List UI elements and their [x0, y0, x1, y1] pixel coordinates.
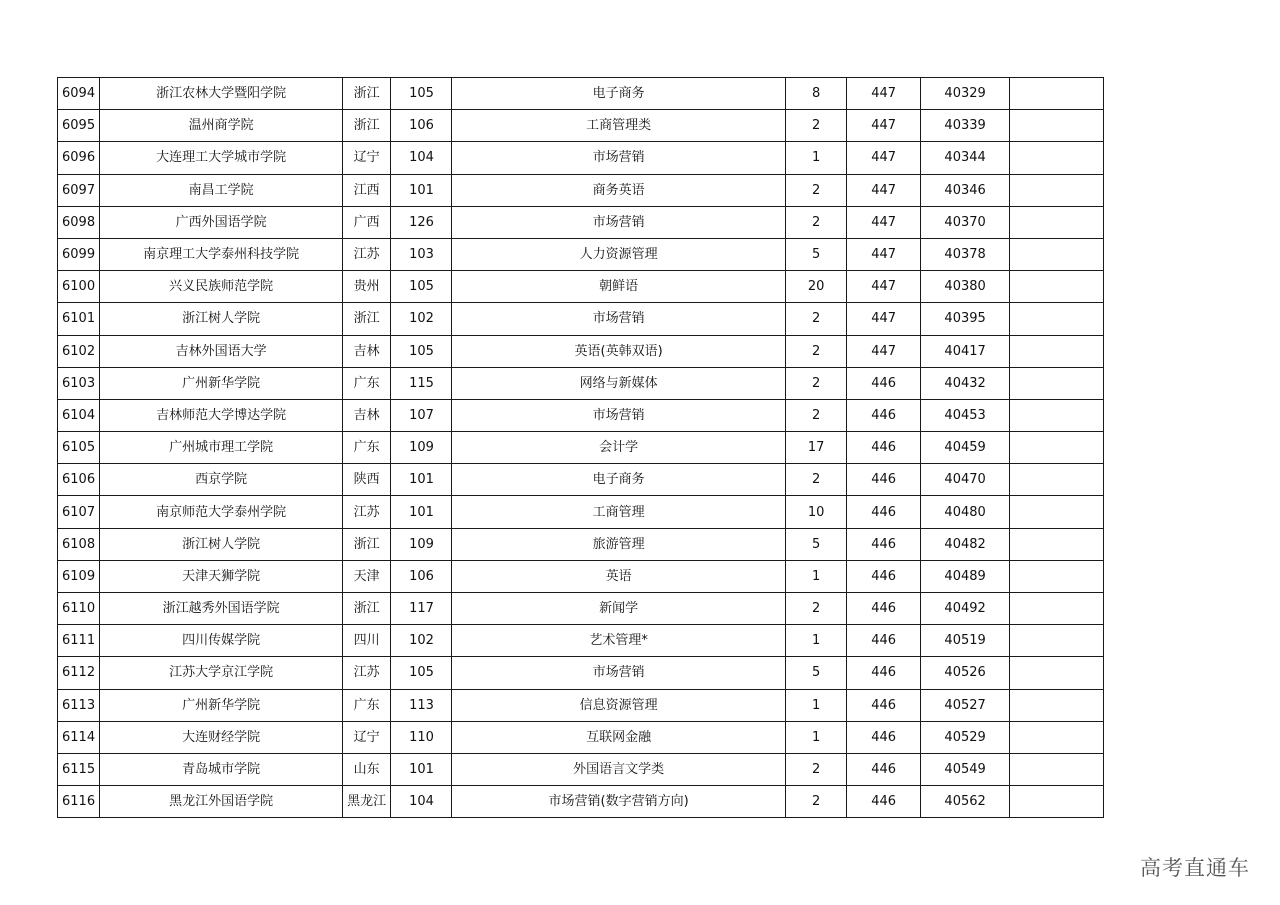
plan-count-cell: 10: [786, 496, 847, 528]
plan-count-cell: 2: [786, 110, 847, 142]
province-cell: 吉林: [343, 335, 391, 367]
note-cell: [1010, 560, 1104, 592]
plan-count-cell: 2: [786, 367, 847, 399]
table-row: [58, 657, 1104, 689]
plan-count-cell: 2: [786, 593, 847, 625]
plan-count-cell: 17: [786, 432, 847, 464]
seq-cell: 6102: [58, 335, 100, 367]
major-cell: 会计学: [452, 432, 786, 464]
seq-cell: 6110: [58, 593, 100, 625]
major-code-cell: 109: [391, 528, 452, 560]
plan-count-cell: 2: [786, 786, 847, 818]
min-rank-cell: 40329: [921, 78, 1010, 110]
province-cell: 江苏: [343, 496, 391, 528]
table-row: [58, 689, 1104, 721]
major-code-cell: 110: [391, 721, 452, 753]
school-cell: 江苏大学京江学院: [100, 657, 343, 689]
province-cell: 浙江: [343, 78, 391, 110]
seq-cell: 6108: [58, 528, 100, 560]
major-code-cell: 101: [391, 464, 452, 496]
seq-cell: 6097: [58, 174, 100, 206]
seq-cell: 6111: [58, 625, 100, 657]
table-row: [58, 528, 1104, 560]
province-cell: 江西: [343, 174, 391, 206]
school-cell: 广州新华学院: [100, 689, 343, 721]
major-code-cell: 102: [391, 303, 452, 335]
major-code-cell: 115: [391, 367, 452, 399]
note-cell: [1010, 432, 1104, 464]
school-cell: 南昌工学院: [100, 174, 343, 206]
note-cell: [1010, 625, 1104, 657]
seq-cell: 6114: [58, 721, 100, 753]
major-cell: 市场营销: [452, 399, 786, 431]
major-cell: 电子商务: [452, 464, 786, 496]
min-rank-cell: 40395: [921, 303, 1010, 335]
min-rank-cell: 40470: [921, 464, 1010, 496]
school-cell: 南京理工大学泰州科技学院: [100, 238, 343, 270]
note-cell: [1010, 271, 1104, 303]
major-code-cell: 109: [391, 432, 452, 464]
seq-cell: 6096: [58, 142, 100, 174]
min-rank-cell: 40492: [921, 593, 1010, 625]
min-score-cell: 446: [847, 689, 921, 721]
province-cell: 江苏: [343, 657, 391, 689]
school-cell: 兴义民族师范学院: [100, 271, 343, 303]
major-cell: 市场营销(数字营销方向): [452, 786, 786, 818]
plan-count-cell: 2: [786, 174, 847, 206]
major-code-cell: 105: [391, 271, 452, 303]
min-rank-cell: 40453: [921, 399, 1010, 431]
min-score-cell: 447: [847, 303, 921, 335]
major-cell: 市场营销: [452, 303, 786, 335]
school-cell: 大连财经学院: [100, 721, 343, 753]
note-cell: [1010, 303, 1104, 335]
plan-count-cell: 2: [786, 399, 847, 431]
min-score-cell: 447: [847, 78, 921, 110]
table-row: [58, 464, 1104, 496]
min-score-cell: 447: [847, 335, 921, 367]
table-row: [58, 303, 1104, 335]
min-score-cell: 447: [847, 142, 921, 174]
major-code-cell: 101: [391, 753, 452, 785]
note-cell: [1010, 657, 1104, 689]
min-score-cell: 446: [847, 367, 921, 399]
province-cell: 浙江: [343, 593, 391, 625]
table-row: [58, 399, 1104, 431]
plan-count-cell: 2: [786, 335, 847, 367]
min-score-cell: 446: [847, 786, 921, 818]
major-code-cell: 105: [391, 78, 452, 110]
seq-cell: 6099: [58, 238, 100, 270]
major-cell: 人力资源管理: [452, 238, 786, 270]
min-score-cell: 446: [847, 432, 921, 464]
seq-cell: 6115: [58, 753, 100, 785]
table-row: [58, 593, 1104, 625]
plan-count-cell: 2: [786, 303, 847, 335]
seq-cell: 6109: [58, 560, 100, 592]
province-cell: 江苏: [343, 238, 391, 270]
note-cell: [1010, 335, 1104, 367]
note-cell: [1010, 206, 1104, 238]
min-score-cell: 447: [847, 271, 921, 303]
note-cell: [1010, 238, 1104, 270]
plan-count-cell: 1: [786, 625, 847, 657]
seq-cell: 6106: [58, 464, 100, 496]
min-rank-cell: 40526: [921, 657, 1010, 689]
table-row: [58, 786, 1104, 818]
note-cell: [1010, 786, 1104, 818]
min-rank-cell: 40529: [921, 721, 1010, 753]
major-code-cell: 104: [391, 786, 452, 818]
plan-count-cell: 2: [786, 753, 847, 785]
min-score-cell: 447: [847, 174, 921, 206]
table-row: [58, 110, 1104, 142]
note-cell: [1010, 78, 1104, 110]
school-cell: 广州城市理工学院: [100, 432, 343, 464]
province-cell: 广东: [343, 689, 391, 721]
min-rank-cell: 40527: [921, 689, 1010, 721]
major-code-cell: 105: [391, 335, 452, 367]
min-rank-cell: 40378: [921, 238, 1010, 270]
province-cell: 山东: [343, 753, 391, 785]
major-code-cell: 107: [391, 399, 452, 431]
seq-cell: 6107: [58, 496, 100, 528]
major-cell: 信息资源管理: [452, 689, 786, 721]
major-cell: 市场营销: [452, 657, 786, 689]
min-rank-cell: 40344: [921, 142, 1010, 174]
watermark: 高考直通车: [1140, 856, 1250, 880]
note-cell: [1010, 110, 1104, 142]
province-cell: 辽宁: [343, 721, 391, 753]
plan-count-cell: 2: [786, 464, 847, 496]
table-row: [58, 753, 1104, 785]
seq-cell: 6095: [58, 110, 100, 142]
school-cell: 浙江树人学院: [100, 528, 343, 560]
province-cell: 浙江: [343, 303, 391, 335]
min-rank-cell: 40417: [921, 335, 1010, 367]
plan-count-cell: 8: [786, 78, 847, 110]
min-score-cell: 447: [847, 206, 921, 238]
seq-cell: 6116: [58, 786, 100, 818]
table-row: [58, 206, 1104, 238]
major-code-cell: 101: [391, 496, 452, 528]
seq-cell: 6103: [58, 367, 100, 399]
major-code-cell: 101: [391, 174, 452, 206]
min-score-cell: 447: [847, 238, 921, 270]
province-cell: 浙江: [343, 110, 391, 142]
min-score-cell: 446: [847, 721, 921, 753]
major-code-cell: 106: [391, 110, 452, 142]
admission-table: [57, 77, 1104, 818]
major-code-cell: 106: [391, 560, 452, 592]
school-cell: 西京学院: [100, 464, 343, 496]
province-cell: 广西: [343, 206, 391, 238]
table-row: [58, 367, 1104, 399]
major-cell: 新闻学: [452, 593, 786, 625]
major-cell: 网络与新媒体: [452, 367, 786, 399]
note-cell: [1010, 142, 1104, 174]
min-score-cell: 446: [847, 464, 921, 496]
province-cell: 天津: [343, 560, 391, 592]
table-row: [58, 335, 1104, 367]
major-code-cell: 102: [391, 625, 452, 657]
seq-cell: 6094: [58, 78, 100, 110]
note-cell: [1010, 464, 1104, 496]
note-cell: [1010, 528, 1104, 560]
plan-count-cell: 2: [786, 206, 847, 238]
seq-cell: 6104: [58, 399, 100, 431]
school-cell: 广西外国语学院: [100, 206, 343, 238]
min-score-cell: 446: [847, 625, 921, 657]
table-row: [58, 721, 1104, 753]
major-cell: 英语(英韩双语): [452, 335, 786, 367]
note-cell: [1010, 367, 1104, 399]
major-cell: 旅游管理: [452, 528, 786, 560]
table-row: [58, 560, 1104, 592]
province-cell: 陕西: [343, 464, 391, 496]
major-cell: 市场营销: [452, 206, 786, 238]
major-cell: 电子商务: [452, 78, 786, 110]
major-cell: 市场营销: [452, 142, 786, 174]
note-cell: [1010, 753, 1104, 785]
major-cell: 英语: [452, 560, 786, 592]
major-code-cell: 105: [391, 657, 452, 689]
min-score-cell: 446: [847, 528, 921, 560]
school-cell: 浙江越秀外国语学院: [100, 593, 343, 625]
major-cell: 工商管理: [452, 496, 786, 528]
table-row: [58, 496, 1104, 528]
school-cell: 黑龙江外国语学院: [100, 786, 343, 818]
min-score-cell: 446: [847, 753, 921, 785]
min-score-cell: 446: [847, 560, 921, 592]
min-score-cell: 447: [847, 110, 921, 142]
table-body: [58, 78, 1104, 818]
plan-count-cell: 1: [786, 689, 847, 721]
province-cell: 辽宁: [343, 142, 391, 174]
school-cell: 四川传媒学院: [100, 625, 343, 657]
plan-count-cell: 5: [786, 238, 847, 270]
province-cell: 广东: [343, 432, 391, 464]
school-cell: 吉林外国语大学: [100, 335, 343, 367]
min-rank-cell: 40562: [921, 786, 1010, 818]
table-row: [58, 142, 1104, 174]
note-cell: [1010, 689, 1104, 721]
major-code-cell: 103: [391, 238, 452, 270]
major-code-cell: 113: [391, 689, 452, 721]
plan-count-cell: 1: [786, 142, 847, 174]
major-code-cell: 126: [391, 206, 452, 238]
min-rank-cell: 40482: [921, 528, 1010, 560]
school-cell: 大连理工大学城市学院: [100, 142, 343, 174]
province-cell: 浙江: [343, 528, 391, 560]
province-cell: 黑龙江: [343, 786, 391, 818]
seq-cell: 6113: [58, 689, 100, 721]
table-row: [58, 174, 1104, 206]
table-row: [58, 78, 1104, 110]
major-code-cell: 104: [391, 142, 452, 174]
school-cell: 温州商学院: [100, 110, 343, 142]
plan-count-cell: 5: [786, 528, 847, 560]
plan-count-cell: 5: [786, 657, 847, 689]
seq-cell: 6105: [58, 432, 100, 464]
school-cell: 广州新华学院: [100, 367, 343, 399]
seq-cell: 6098: [58, 206, 100, 238]
note-cell: [1010, 174, 1104, 206]
major-cell: 艺术管理*: [452, 625, 786, 657]
province-cell: 广东: [343, 367, 391, 399]
seq-cell: 6112: [58, 657, 100, 689]
plan-count-cell: 1: [786, 560, 847, 592]
min-rank-cell: 40346: [921, 174, 1010, 206]
min-rank-cell: 40380: [921, 271, 1010, 303]
seq-cell: 6101: [58, 303, 100, 335]
table-row: [58, 271, 1104, 303]
note-cell: [1010, 721, 1104, 753]
min-rank-cell: 40549: [921, 753, 1010, 785]
school-cell: 青岛城市学院: [100, 753, 343, 785]
school-cell: 南京师范大学泰州学院: [100, 496, 343, 528]
major-cell: 互联网金融: [452, 721, 786, 753]
major-cell: 外国语言文学类: [452, 753, 786, 785]
school-cell: 浙江树人学院: [100, 303, 343, 335]
school-cell: 吉林师范大学博达学院: [100, 399, 343, 431]
min-score-cell: 446: [847, 657, 921, 689]
table-row: [58, 432, 1104, 464]
school-cell: 浙江农林大学暨阳学院: [100, 78, 343, 110]
min-rank-cell: 40519: [921, 625, 1010, 657]
note-cell: [1010, 399, 1104, 431]
min-score-cell: 446: [847, 593, 921, 625]
note-cell: [1010, 593, 1104, 625]
table-row: [58, 625, 1104, 657]
plan-count-cell: 20: [786, 271, 847, 303]
note-cell: [1010, 496, 1104, 528]
min-rank-cell: 40459: [921, 432, 1010, 464]
seq-cell: 6100: [58, 271, 100, 303]
min-score-cell: 446: [847, 399, 921, 431]
min-rank-cell: 40480: [921, 496, 1010, 528]
major-cell: 朝鲜语: [452, 271, 786, 303]
province-cell: 贵州: [343, 271, 391, 303]
major-cell: 工商管理类: [452, 110, 786, 142]
province-cell: 四川: [343, 625, 391, 657]
school-cell: 天津天狮学院: [100, 560, 343, 592]
min-rank-cell: 40370: [921, 206, 1010, 238]
min-rank-cell: 40489: [921, 560, 1010, 592]
plan-count-cell: 1: [786, 721, 847, 753]
major-code-cell: 117: [391, 593, 452, 625]
min-rank-cell: 40339: [921, 110, 1010, 142]
table-row: [58, 238, 1104, 270]
min-rank-cell: 40432: [921, 367, 1010, 399]
min-score-cell: 446: [847, 496, 921, 528]
major-cell: 商务英语: [452, 174, 786, 206]
province-cell: 吉林: [343, 399, 391, 431]
